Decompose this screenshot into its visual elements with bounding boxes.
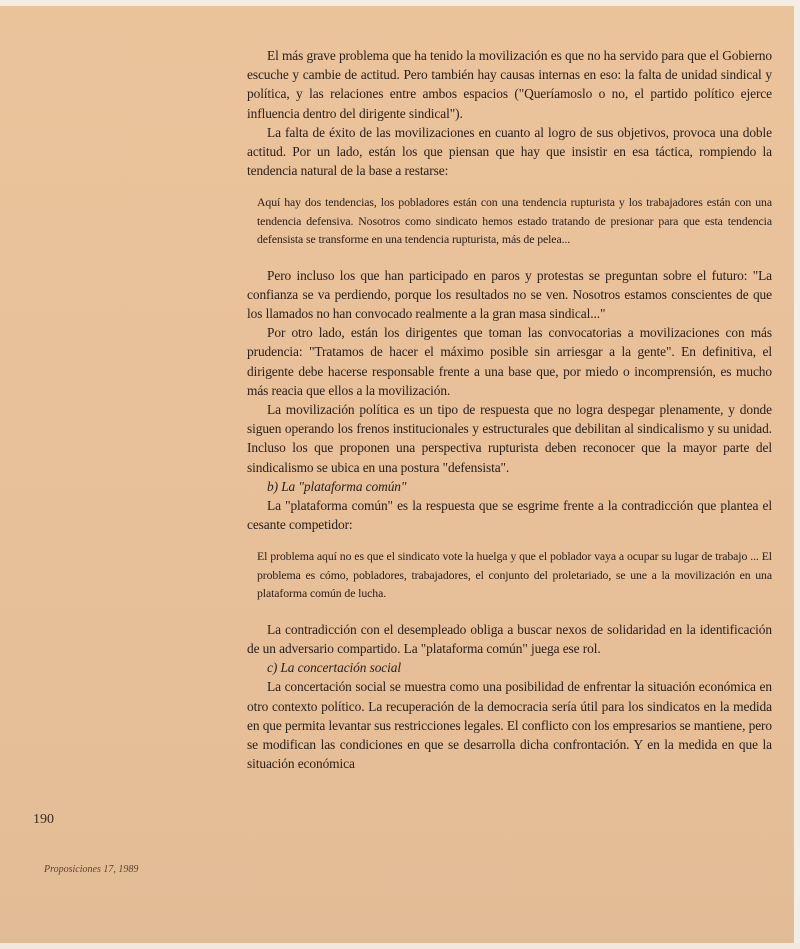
scan-border-bottom [0, 943, 800, 949]
paragraph: El más grave problema que ha tenido la movilización es que no ha servido para que el Gobierno escuche y cambie de actitud. Pero también hay causas internas en eso: la falta de unidad sindical y política, y las relaciones entre ambos espacios ("Queríamoslo o no, el partido político ejerce influencia dentro del dirigente sindical"). [247, 48, 772, 121]
scan-border-top [0, 0, 800, 6]
block-quote [257, 193, 772, 248]
paragraph: Pero incluso los que han participado en paros y protestas se preguntan sobre el futuro: "La confianza se va perdiendo, porque los resultados no se ven. Nosotros estamos conscientes de que los llamados no han convocado realmente a la gran masa sindical..." [247, 267, 772, 322]
paragraph: La movilización política es un tipo de respuesta que no logra despegar plenamente, y donde siguen operando los frenos institucionales y estructurales que debilitan al sindicalismo y su unidad. Incluso los que proponen una perspectiva rupturista deben reconocer que la mayor parte del sindicalismo se ubica en una postura "defensista". [247, 402, 772, 475]
page-number: 190 [33, 812, 54, 827]
section-heading: b) La "plataforma común" [267, 478, 407, 494]
scan-border-right [794, 0, 800, 949]
quote-text: El problema aquí no es que el sindicato vote la huelga y que el poblador vaya a ocupar su lugar de trabajo ... El problema es cómo, pobladores, trabajadores, el conjunto del proletariado, se une a la movilización en una plataforma común de lucha. [257, 549, 772, 601]
paragraph: Por otro lado, están los dirigentes que toman las convocatorias a movilizaciones con más prudencia: "Tratamos de hacer el máximo posible sin arriesgar a la gente". En definitiva, el dirigente debe hacerse responsable frente a una base que, por miedo o incomprensión, es mucho más reacia que ellos a la movilización. [247, 325, 772, 398]
block-quote [257, 547, 772, 602]
section-heading: c) La concertación social [267, 660, 401, 676]
paragraph: La concertación social se muestra como una posibilidad de enfrentar la situación económica en otro contexto político. La recuperación de la democracia sería útil para los sindicatos en la medida en que permita levantar sus restricciones legales. El conflicto con los empresarios se mantiene, pero se modifican las condiciones en que se desarrolla dicha confrontación. Y en la medida en que la situación económica [247, 679, 772, 772]
paragraph: La falta de éxito de las movilizaciones en cuanto al logro de sus objetivos, provoca una doble actitud. Por un lado, están los que piensan que hay que insistir en esa táctica, rompiendo la tendencia natural de la base a restarse: [247, 124, 772, 179]
quote-text: Aquí hay dos tendencias, los pobladores están con una tendencia rupturista y los trabajadores están con una tendencia defensiva. Nosotros como sindicato hemos estado tratando de presionar para que esta tendencia defensista se transforme en una tendencia rupturista, más de pelea... [257, 195, 772, 247]
publication-footer: Proposiciones 17, 1989 [44, 864, 139, 875]
paragraph: La "plataforma común" es la respuesta que se esgrime frente a la contradicción que plantea el cesante competidor: [247, 498, 772, 533]
paragraph: La contradicción con el desempleado obliga a buscar nexos de solidaridad en la identificación de un adversario compartido. La "plataforma común" juega ese rol. [247, 621, 772, 656]
text-column [247, 46, 772, 773]
